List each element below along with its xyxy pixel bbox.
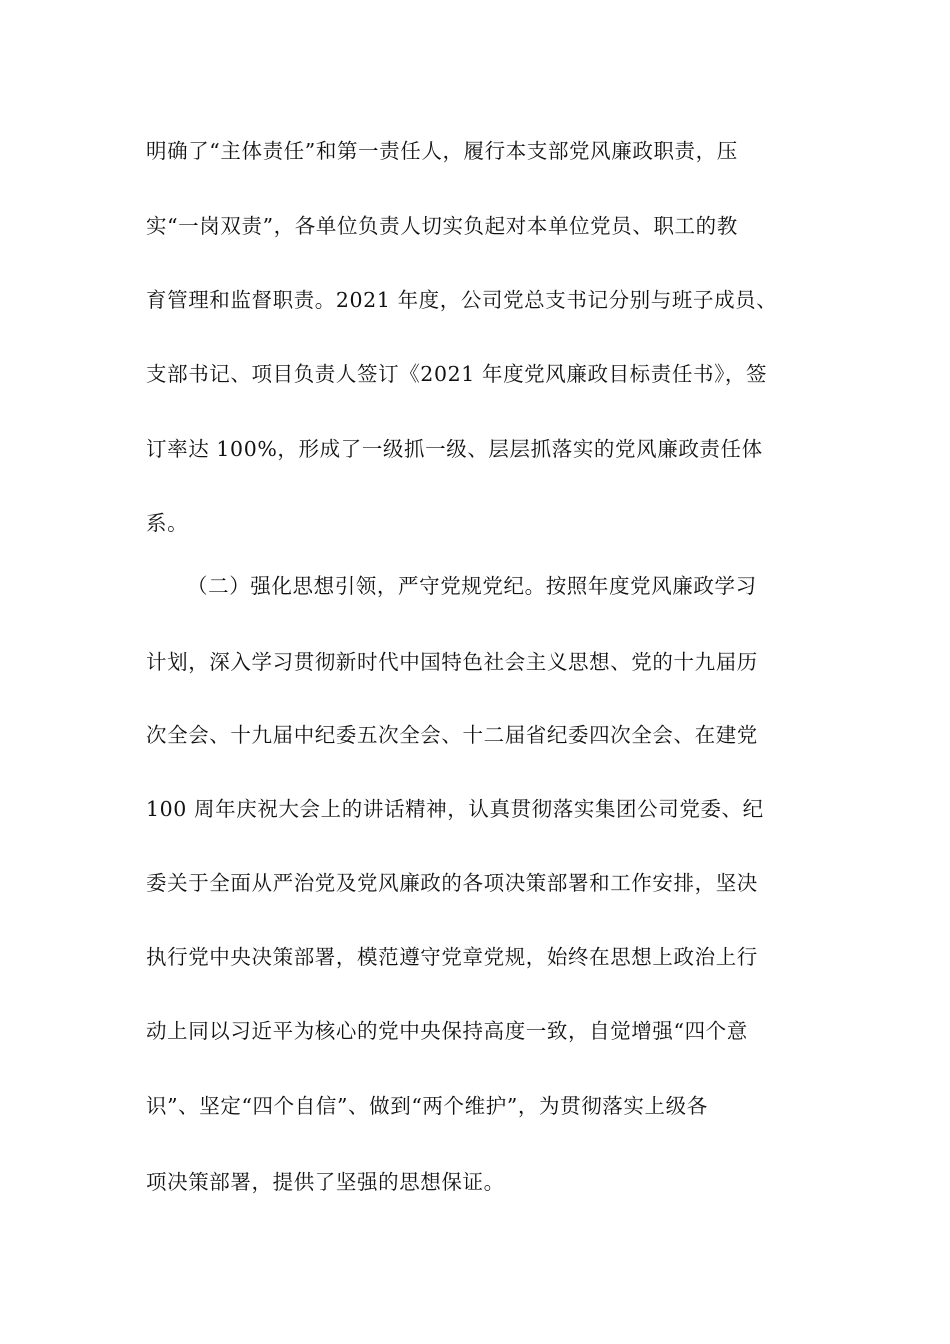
paragraph-line: 支部书记、项目负责人签订《2021 年度党风廉政目标责任书》，签: [146, 362, 768, 386]
paragraph-line: 系。: [146, 511, 189, 535]
paragraph-line: 识”、坚定“四个自信”、做到“两个维护”，为贯彻落实上级各: [146, 1094, 708, 1118]
paragraph-line: 100 周年庆祝大会上的讲话精神，认真贯彻落实集团公司党委、纪: [146, 797, 764, 821]
section-heading-line: （二）强化思想引领，严守党规党纪。按照年度党风廉政学习: [187, 574, 757, 598]
paragraph-line: 动上同以习近平为核心的党中央保持高度一致，自觉增强“四个意: [146, 1019, 748, 1043]
paragraph-line: 订率达 100%，形成了一级抓一级、层层抓落实的党风廉政责任体: [146, 437, 763, 461]
paragraph-line: 项决策部署，提供了坚强的思想保证。: [146, 1170, 505, 1194]
paragraph-line: 委关于全面从严治党及党风廉政的各项决策部署和工作安排，坚决: [146, 871, 758, 895]
paragraph-line: 次全会、十九届中纪委五次全会、十二届省纪委四次全会、在建党: [146, 723, 758, 747]
paragraph-line: 实“一岗双责”，各单位负责人切实负起对本单位党员、职工的教: [146, 214, 738, 238]
paragraph-line: 育管理和监督职责。2021 年度，公司党总支书记分别与班子成员、: [146, 288, 778, 312]
paragraph-line: 执行党中央决策部署，模范遵守党章党规，始终在思想上政治上行: [146, 945, 758, 969]
paragraph-line: 明确了“主体责任”和第一责任人，履行本支部党风廉政职责，压: [146, 139, 738, 163]
paragraph-line: 计划，深入学习贯彻新时代中国特色社会主义思想、党的十九届历: [146, 650, 758, 674]
